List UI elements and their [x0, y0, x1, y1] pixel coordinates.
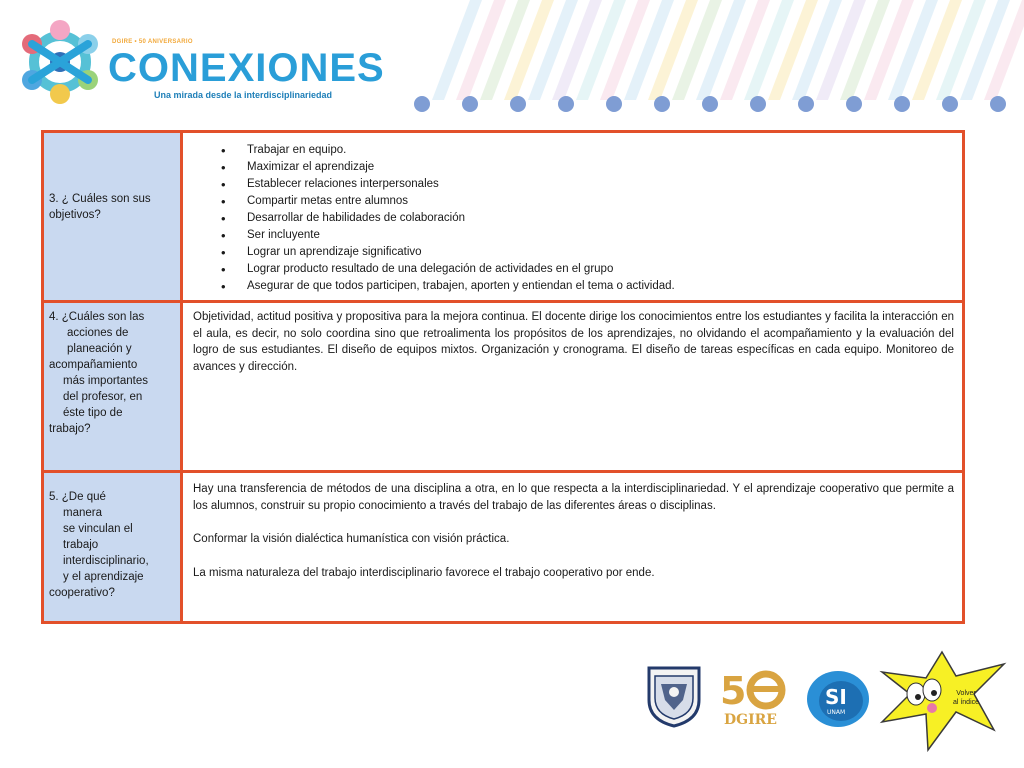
answer-paragraph: La misma naturaleza del trabajo interdisciplinario favorece el trabajo cooperativo por ende.: [193, 566, 655, 579]
list-item: • Compartir metas entre alumnos: [221, 193, 954, 210]
dgire-label: DGIRE: [724, 712, 777, 728]
page-header: [0, 0, 1024, 125]
list-item: • Lograr producto resultado de una delegación de actividades en el grupo: [221, 261, 954, 278]
question-line: 5. ¿De qué: [49, 491, 106, 503]
answer-cell: [186, 303, 962, 470]
question-line: cooperativo?: [49, 587, 115, 599]
question-line: 4. ¿Cuáles son las: [49, 311, 145, 323]
table-row: [44, 303, 962, 473]
question-line: 3. ¿ Cuáles son sus: [49, 193, 151, 205]
answer-paragraph: Conformar la visión dialéctica humanística con visión práctica.: [193, 533, 510, 545]
question-line: acciones de: [67, 327, 129, 339]
conexiones-logo-icon: [12, 14, 108, 110]
list-item: • Lograr un aprendizaje significativo: [221, 244, 954, 261]
si-sub-label: UNAM: [827, 709, 846, 716]
answer-cell: [186, 473, 962, 621]
unam-shield-icon: [643, 664, 705, 728]
question-cell: [44, 133, 183, 300]
question-cell: [44, 473, 183, 621]
question-text: [49, 191, 179, 223]
brand-anniversary: DGIRE • 50 ANIVERSARIO: [112, 39, 193, 45]
question-line: interdisciplinario,: [63, 555, 149, 567]
table-row: [44, 133, 962, 303]
list-item: • Desarrollar de habilidades de colaboración: [221, 210, 954, 227]
question-line: manera: [63, 507, 102, 519]
list-item: • Trabajar en equipo.: [221, 142, 954, 159]
list-item: • Asegurar de que todos participen, trabajen, aporten y entiendan el tema o actividad.: [221, 278, 954, 295]
answer-text: Objetividad, actitud positiva y propositiva para la mejora continua. El docente dirige los conocimientos entre los estudiantes y facilita la interacción en el aula, es decir, no solo coordina sino que retroalimenta los propósitos de los aprendizajes, no olvidando el acompañamiento y la evaluación del logro de sus estudiantes. El diseño de equipos mixtos. Organización y cronograma. El diseño de tareas específicas en cada equipo. Monitoreo de avances y dirección.: [193, 311, 954, 373]
si-label: SI: [825, 685, 847, 709]
objectives-list: [193, 142, 954, 295]
question-line: planeación y: [67, 343, 132, 355]
content-table: [41, 130, 965, 624]
brand-subtitle: Una mirada desde la interdisciplinariedad: [154, 90, 333, 100]
question-line: objetivos?: [49, 209, 101, 221]
answer-paragraph: Hay una transferencia de métodos de una disciplina a otra, en lo que respecta a la interdisciplinariedad. Y el aprendizaje cooperativo que permite a los alumnos, construir su propio conocimiento a través del trabajo de las diferentes áreas o disciplinas.: [193, 483, 954, 512]
list-item: • Maximizar el aprendizaje: [221, 159, 954, 176]
decorative-stripes: [408, 0, 1024, 120]
question-line: del profesor, en: [63, 391, 143, 403]
question-line: trabajo: [63, 539, 99, 551]
back-label-line: Volver: [956, 690, 976, 697]
list-item: • Ser incluyente: [221, 227, 954, 244]
question-cell: [44, 303, 183, 470]
svg-text:5: 5: [720, 669, 747, 713]
back-label-line: al índice: [952, 699, 980, 706]
question-line: más importantes: [63, 375, 149, 387]
stripe-group: [414, 0, 1024, 112]
brand-title: CONEXIONES: [108, 46, 385, 90]
back-to-index-link[interactable]: [944, 689, 988, 707]
si-unam-logo-icon: [805, 668, 871, 730]
question-line: éste tipo de: [63, 407, 123, 419]
list-item: • Establecer relaciones interpersonales: [221, 176, 954, 193]
answer-cell: [186, 133, 962, 300]
question-line: acompañamiento: [49, 359, 138, 371]
question-line: y el aprendizaje: [63, 571, 144, 583]
question-line: se vinculan el: [63, 523, 133, 535]
question-line: trabajo?: [49, 423, 91, 435]
table-row: [44, 473, 962, 621]
dgire-50-logo-icon: [718, 664, 790, 728]
